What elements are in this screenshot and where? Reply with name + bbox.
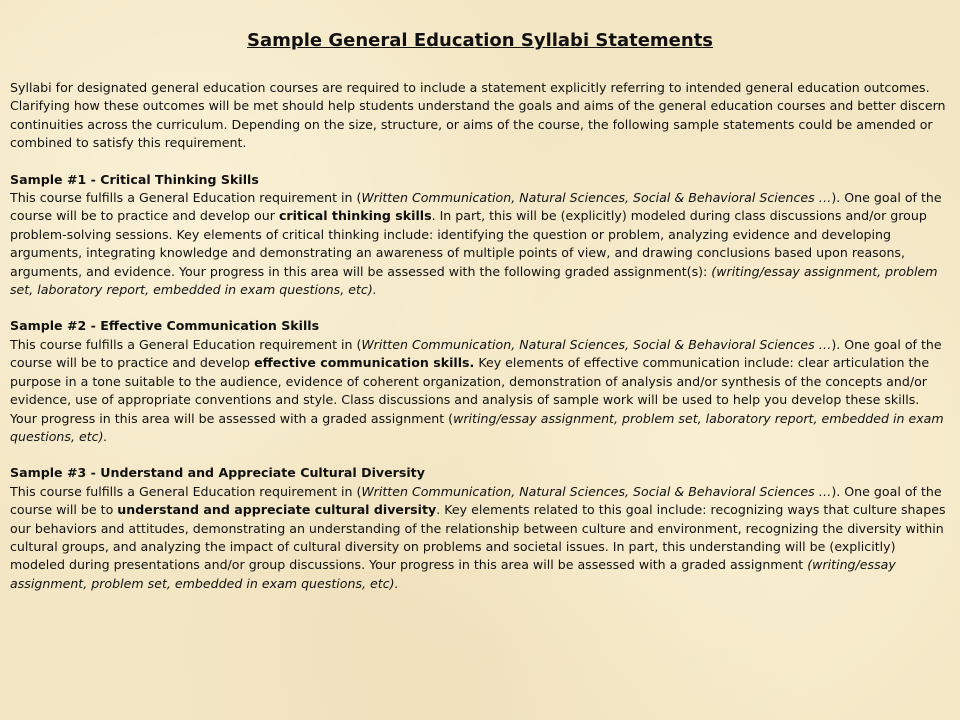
sample-3-text-c: . Key elements related to this goal include: recognizing ways that culture shapes our behaviors and attitudes, demonstrating an understanding of the relationship between culture and environment, recognizing the diversity within cultural groups, and analyzing the impact of cultural diversity on problems and societal issues. In part, this understanding will be (explicitly) modeled during presentations and/or group discussions. Your progress in this area will be assessed with a graded assignment xyxy=(10,502,946,573)
sample-3-heading: Sample #3 - Understand and Appreciate Cultural Diversity xyxy=(10,465,425,481)
sample-1-skill: critical thinking skills xyxy=(278,208,432,224)
sample-3-skill: understand and appreciate cultural diversity xyxy=(117,502,437,518)
sample-3-body xyxy=(10,483,950,593)
sample-1-text-c: . In part, this will be (explicitly) modeled during class discussions and/or group problem-solving sessions. Key elements of critical thinking include: identifying the question or problem, analyzing evidence and developing arguments, integrating knowledge and demonstrating an awareness of multiple points of view, and drawing conclusions based upon reasons, arguments, and evidence. Your progress in this area will be assessed with the following graded assignment(s): xyxy=(10,208,927,279)
sample-2-body xyxy=(10,336,950,446)
sample-2-text-c: Key elements of effective communication include: clear articulation the purpose in a tone suitable to the audience, evidence of coherent organization, demonstration of analysis and/or synthesis of the concepts and/or evidence, use of appropriate conventions and style. Class discussions and analysis of sample work will be used to help you develop these skills. Your progress in this area will be assessed with a graded assignment ( xyxy=(10,355,930,426)
sample-1-areas: Written Communication, Natural Sciences, Social & Behavioral Sciences … xyxy=(361,190,832,206)
sample-3-section xyxy=(10,464,950,593)
sample-2-areas: Written Communication, Natural Sciences, Social & Behavioral Sciences … xyxy=(361,336,832,352)
sample-1-text-b: ). One goal of the course will be to practice and develop our xyxy=(10,190,942,224)
sample-3-assignments: (writing/essay assignment, problem set, embedded in exam questions, etc). xyxy=(10,557,896,591)
sample-3-text-a: This course fulfills a General Education requirement in ( xyxy=(10,483,362,499)
sample-2-section xyxy=(10,317,950,446)
intro-paragraph: Syllabi for designated general education courses are required to include a statement explicitly referring to intended general education outcomes. Clarifying how these outcomes will be met should help students understand the goals and aims of the general education courses and better discern continuities across the curriculum. Depending on the size, structure, or aims of the course, the following sample statements could be amended or combined to satisfy this requirement. xyxy=(10,80,946,151)
sample-1-body xyxy=(10,189,950,299)
sample-3-text-b: ). One goal of the course will be to xyxy=(10,483,942,518)
sample-2-heading: Sample #2 - Effective Communication Skills xyxy=(10,318,320,334)
sample-1-heading: Sample #1 - Critical Thinking Skills xyxy=(10,171,259,187)
sample-3-areas: Written Communication, Natural Sciences, Social & Behavioral Sciences … xyxy=(361,483,832,499)
sample-1-assignments: (writing/essay assignment, problem set, laboratory report, embedded in exam questions, etc). xyxy=(10,263,938,298)
sample-1-section xyxy=(10,171,950,300)
sample-2-text-a: This course fulfills a General Education requirement in ( xyxy=(10,336,362,352)
sample-2-skill: effective communication skills. xyxy=(254,355,475,371)
page-title: Sample General Education Syllabi Statements xyxy=(246,30,714,51)
sample-2-text-b: ). One goal of the course will be to practice and develop xyxy=(10,336,942,371)
sample-2-assignments: writing/essay assignment, problem set, laboratory report, embedded in exam questions, etc). xyxy=(10,410,944,444)
sample-1-text-a: This course fulfills a General Education requirement in ( xyxy=(10,190,362,206)
